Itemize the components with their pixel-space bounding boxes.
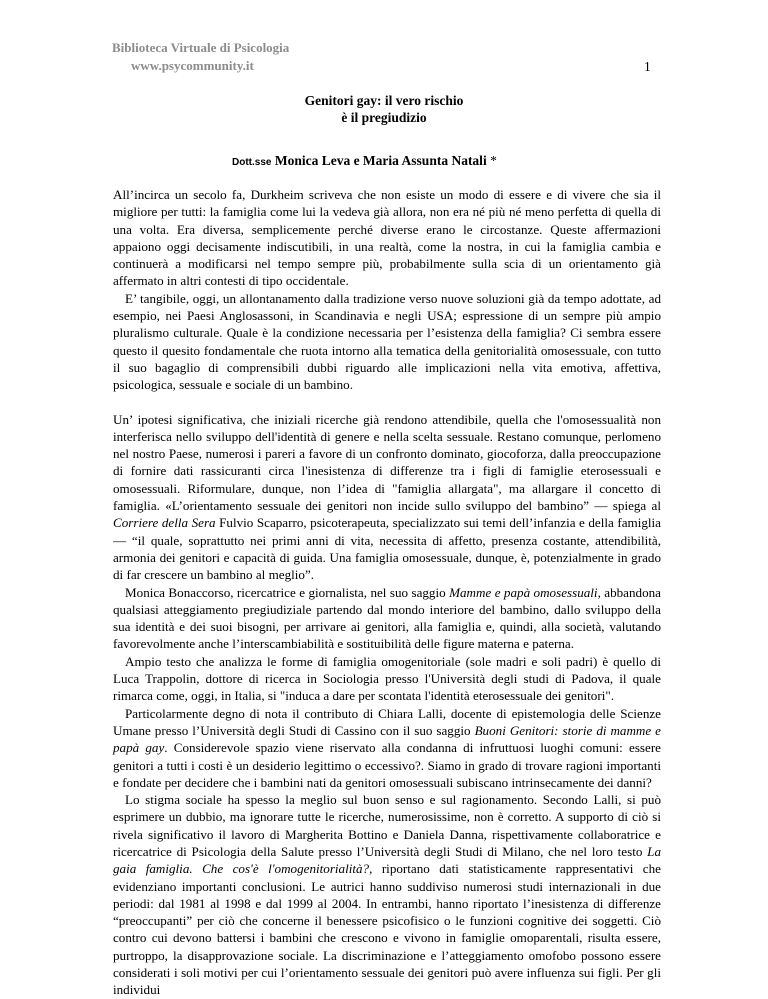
author-footnote-marker: *	[490, 153, 497, 168]
book-title-bottino-danna: La gaia famiglia. Che cos'è l'omogenitorialità?	[113, 843, 661, 877]
article-title-line2: è il pregiudizio	[341, 110, 427, 125]
site-name: Biblioteca Virtuale di Psicologia	[112, 40, 290, 55]
paragraph-6-text-b: . Considerevole spazio viene riservato alla condanna di infruttuosi luoghi comuni: essere genitori a tutti i costi è un desiderio legittimo o eccessivo?. Siamo in grado di trovare ragioni importanti e fondate per decidere che i bambini nati da genitori omosessuali subiscano intrinsecamente dei danni?	[113, 740, 661, 790]
paragraph-4-text-b: , abbandona qualsiasi atteggiamento pregiudiziale partendo dal mondo interiore del bambino, dallo sviluppo della sua identità e dei suoi bisogni, per arrivare ai genitori, alla famiglia e, quindi, alla società, valutando favorevolmente anche l’interscambiabilità e sostituibilità delle figure materna e paterna.	[113, 584, 661, 652]
author-names: Monica Leva e Maria Assunta Natali	[274, 153, 487, 168]
paragraph-7-text-a: Lo stigma sociale ha spesso la meglio sul buon senso e sul ragionamento. Secondo Lalli, si può esprimere un dubbio, ma ignorare tutte le ricerche, numerosissime, non è corretto. A supporto di ciò si rivela significativo il lavoro di Margherita Bottino e Daniela Danna, rispettivamente collaboratrice e ricercatrice di Psicologia della Salute presso l’Università degli Studi di Milano, che nel loro testo	[113, 792, 661, 859]
paragraph-6-text-a: Particolarmente degno di nota il contributo di Chiara Lalli, docente di epistemologia delle Scienze Umane presso l’Università degli Studi di Cassino con il suo saggio	[113, 705, 661, 738]
paragraph-7	[113, 791, 661, 999]
paragraph-7-text-b: , riportano dati statisticamente rappresentativi che evidenziano importanti conclusioni. Le autrici hanno suddiviso numerosi studi internazionali in due periodi: dal 1981 al 1998 e dal 1999 al 2004. In entrambi, hanno riportato l’inesistenza di differenze “preoccupanti” per ciò che concerne il benessere psicofisico o le funzioni cognitive dei soggetti. Ciò contro cui devono battersi i bambini che crescono e vivono in famiglie omoparentali, risulta essere, purtroppo, la disapprovazione sociale. La discriminazione e l’atteggiamento omofobo possono essere considerati i soli motivi per cui l’orientamento sessuale dei genitori può avere influenza sui figli. Per gli individui	[113, 861, 661, 998]
site-url: www.psycommunity.it	[131, 58, 254, 73]
paragraph-3-text-b: Fulvio Scaparro, psicoterapeuta, specializzato sui temi dell’infanzia e della famiglia — “il quale, soprattutto nei primi anni di vita, necessita di affetto, presenza costante, attendibilità, armonia dei genitori e capacità di guida. Una famiglia omosessuale, dunque, è, potenzialmente in grado di far crescere un bambino al meglio”.	[113, 515, 661, 583]
paragraph-3	[113, 411, 661, 584]
book-title-bonaccorso: Mamme e papà omosessuali	[449, 584, 598, 600]
paragraph-1: All’incirca un secolo fa, Durkheim scriveva che non esiste un modo di essere e di vivere che sia il migliore per tutti: la famiglia come lui la vedeva già allora, non era né più né meno perfetta di quella di una volta. Era diversa, semplicemente perché diverse erano le circostanze. Queste affermazioni appaiono oggi decisamente indiscutibili, in una realtà, come la nostra, in cui la famiglia cambia e continuerà a modificarsi nel tempo sempre più, probabilmente sulla scia di un orientamento già affermato in altri contesti di tipo occidentale.	[113, 187, 661, 289]
newspaper-title: Corriere della Sera	[113, 515, 216, 531]
article-title-line1: Genitori gay: il vero rischio	[304, 93, 464, 108]
author-line	[232, 153, 497, 169]
paragraph-2: E’ tangibile, oggi, un allontanamento dalla tradizione verso nuove soluzioni già da tempo adottate, ad esempio, nei Paesi Anglosassoni, in Scandinavia e negli USA; espressione di un sempre più ampio pluralismo culturale. Quale è la condizione necessaria per l’esistenza della famiglia? Ci sembra essere questo il quesito fondamentale che ruota intorno alla tematica della genitorialità omosessuale, con tutto il suo bagaglio di comprensibili dubbi riguardo alle implicazioni nella vita emotiva, affettiva, psicologica, sessuale e sociale di un bambino.	[113, 290, 661, 393]
paragraph-6	[113, 705, 661, 791]
page-number: 1	[644, 59, 651, 74]
article-title	[0, 92, 768, 126]
paragraph-3-text-a: Un’ ipotesi significativa, che iniziali ricerche già rendono attendibile, quella che l'omosessualità non interferisca nello sviluppo dell'identità di genere e nella scelta sessuale. Restano comunque, perlomeno nel nostro Paese, numerosi i pareri a favore di un confronto dominato, giocoforza, dalla preoccupazione di fornire dati rassicuranti circa l'inesistenza di differenze tra i figli di famiglie eterosessuali e omosessuali. Riformulare, dunque, non l’idea di "famiglia allargata", ma allargare il concetto di famiglia. «L’orientamento sessuale dei genitori non incide sullo sviluppo del bambino” — spiega al	[113, 411, 661, 514]
paragraph-4	[113, 584, 661, 653]
paragraph-5: Ampio testo che analizza le forme di famiglia omogenitoriale (sole madri e soli padri) è quello di Luca Trappolin, dottore di ricerca in Sociologia presso l'Università degli studi di Padova, il quale rimarca come, oggi, in Italia, si "induca a dare per scontata l'identità eterosessuale dei genitori".	[113, 653, 661, 704]
article-body	[113, 186, 661, 999]
paragraph-4-text-a: Monica Bonaccorso, ricercatrice e giornalista, nel suo saggio	[125, 584, 450, 600]
book-title-lalli: Buoni Genitori: storie di mamme e papà gay	[113, 722, 661, 756]
author-prefix: Dott.sse	[232, 157, 272, 168]
